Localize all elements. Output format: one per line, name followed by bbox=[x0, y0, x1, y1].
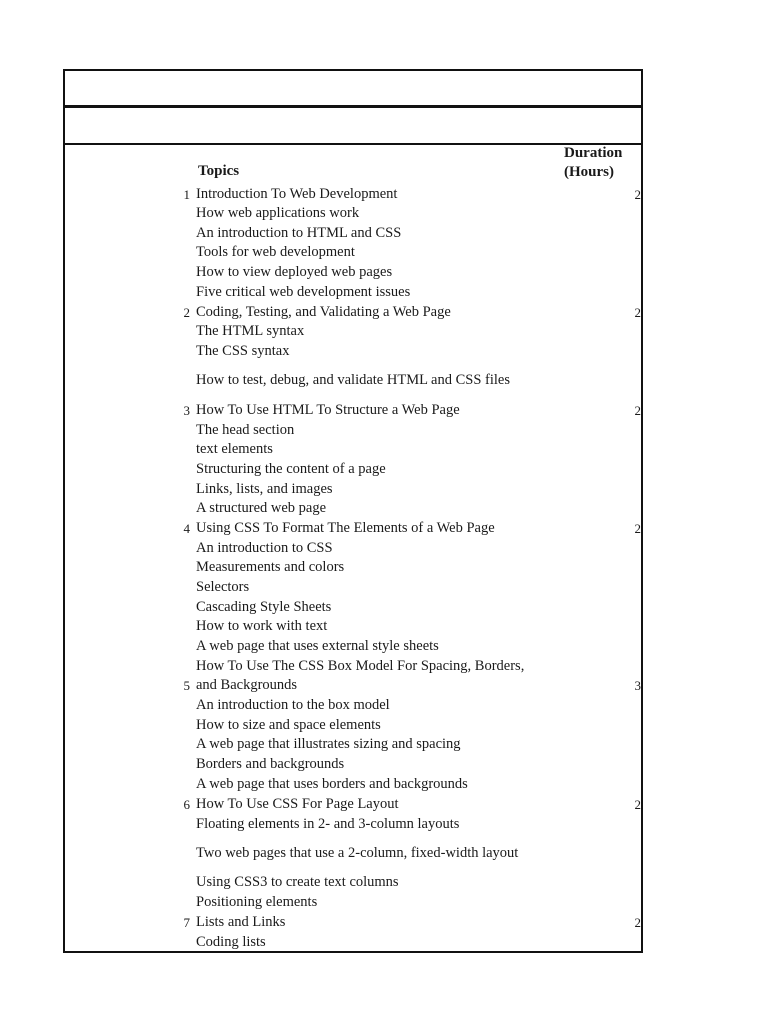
topic-text: and Backgrounds bbox=[196, 677, 298, 693]
topic-text: Using CSS3 to create text columns bbox=[196, 874, 399, 890]
duration-header bbox=[564, 144, 622, 182]
topics-header: Topics bbox=[198, 163, 240, 179]
title-band bbox=[65, 71, 641, 108]
topic-text: Lists and Links bbox=[196, 914, 286, 930]
topic-text: How to size and space elements bbox=[196, 717, 381, 733]
duration-header-line1: Duration bbox=[564, 145, 623, 161]
topic-number: 7 bbox=[183, 915, 190, 930]
topic-text: A web page that illustrates sizing and spacing bbox=[196, 736, 461, 752]
topic-text: Two web pages that use a 2-column, fixed-width layout bbox=[196, 845, 519, 861]
topic-text: Coding, Testing, and Validating a Web Page bbox=[196, 304, 451, 320]
topic-text: Introduction To Web Development bbox=[196, 186, 398, 202]
topic-text: How To Use CSS For Page Layout bbox=[196, 796, 399, 812]
topic-text: How To Use The CSS Box Model For Spacing, Borders, bbox=[196, 658, 525, 674]
subtitle-band bbox=[65, 105, 641, 145]
topic-duration: 2 bbox=[634, 521, 641, 536]
topic-text: Tools for web development bbox=[196, 244, 355, 260]
topic-text: An introduction to CSS bbox=[196, 540, 333, 556]
topic-text: Links, lists, and images bbox=[196, 481, 333, 497]
topic-text: Structuring the content of a page bbox=[196, 461, 386, 477]
topic-text: Positioning elements bbox=[196, 894, 318, 910]
topic-number: 4 bbox=[183, 521, 190, 536]
topic-text: Five critical web development issues bbox=[196, 284, 411, 300]
topic-duration: 2 bbox=[634, 187, 641, 202]
topic-number: 5 bbox=[183, 678, 190, 693]
topic-text: Using CSS To Format The Elements of a Web Page bbox=[196, 520, 495, 536]
syllabus-table bbox=[63, 69, 643, 953]
topic-text: How to work with text bbox=[196, 618, 328, 634]
topic-text: text elements bbox=[196, 441, 273, 457]
topic-text: The HTML syntax bbox=[196, 323, 305, 339]
topic-text: An introduction to HTML and CSS bbox=[196, 225, 402, 241]
topic-text: The CSS syntax bbox=[196, 343, 290, 359]
topic-text: An introduction to the box model bbox=[196, 697, 390, 713]
topic-number: 2 bbox=[183, 305, 190, 320]
topic-text: How To Use HTML To Structure a Web Page bbox=[196, 402, 460, 418]
topic-text: The head section bbox=[196, 422, 295, 438]
topic-text: Coding lists bbox=[196, 934, 266, 950]
topic-text: Measurements and colors bbox=[196, 559, 345, 575]
topic-text: Selectors bbox=[196, 579, 250, 595]
topic-text: Borders and backgrounds bbox=[196, 756, 345, 772]
topic-duration: 2 bbox=[634, 305, 641, 320]
topic-text: A web page that uses external style sheets bbox=[196, 638, 439, 654]
topic-duration: 3 bbox=[634, 678, 641, 693]
topic-duration: 2 bbox=[634, 915, 641, 930]
topic-text: Floating elements in 2- and 3-column layouts bbox=[196, 816, 460, 832]
topic-duration: 2 bbox=[634, 403, 641, 418]
topic-text: A web page that uses borders and backgrounds bbox=[196, 776, 468, 792]
topic-duration: 2 bbox=[634, 797, 641, 812]
topic-number: 3 bbox=[183, 403, 190, 418]
topic-text: How web applications work bbox=[196, 205, 360, 221]
topic-number: 1 bbox=[183, 187, 190, 202]
topic-number: 6 bbox=[183, 797, 190, 812]
topic-text: How to view deployed web pages bbox=[196, 264, 393, 280]
topic-text: Cascading Style Sheets bbox=[196, 599, 332, 615]
duration-header-line2: (Hours) bbox=[564, 164, 614, 180]
topic-text: How to test, debug, and validate HTML and CSS files bbox=[196, 372, 510, 388]
topic-text: A structured web page bbox=[196, 500, 327, 516]
